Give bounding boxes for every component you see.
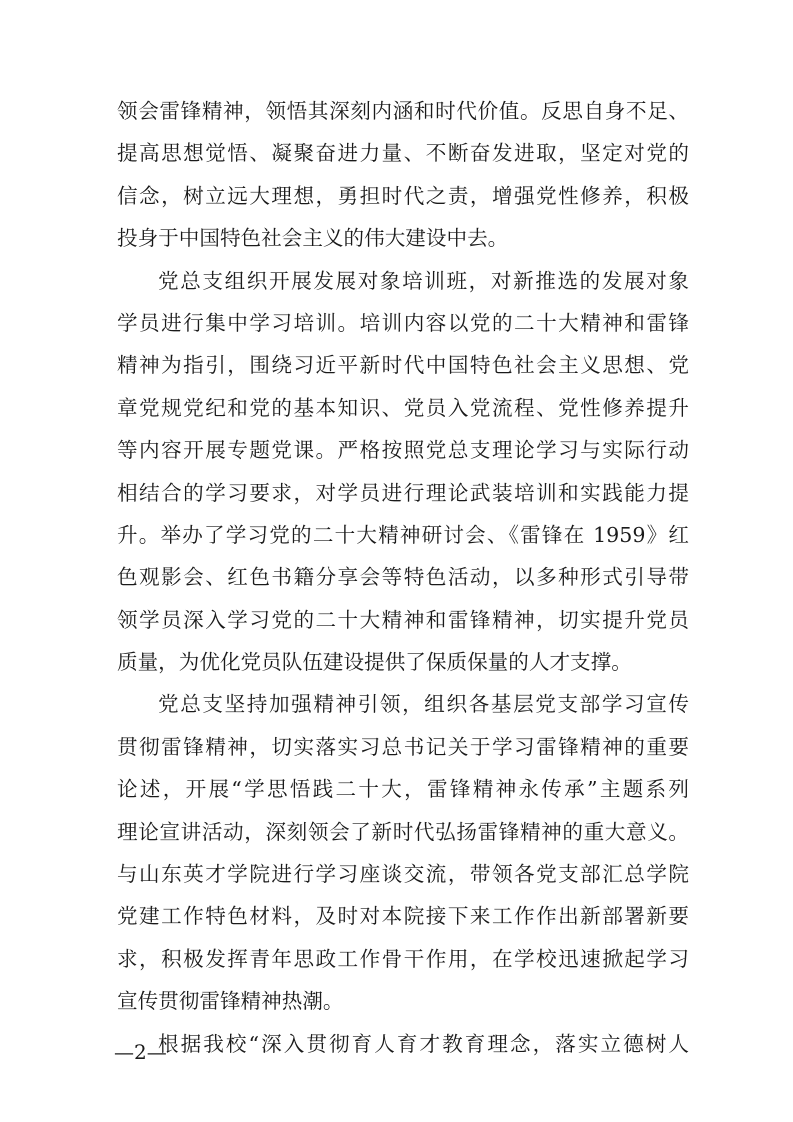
text-line: 与山东英才学院进行学习座谈交流，带领各党支部汇总学院 xyxy=(117,862,689,887)
text-line: 信念，树立远大理想，勇担时代之责，增强党性修养，积极 xyxy=(117,183,689,208)
text-line: 投身于中国特色社会主义的伟大建设中去。 xyxy=(117,226,509,251)
text-line: 贯彻雷锋精神，切实落实习总书记关于学习雷锋精神的重要 xyxy=(117,734,689,759)
page-number: —2— xyxy=(114,1040,167,1064)
text-line: 党建工作特色材料，及时对本院接下来工作作出新部署新要 xyxy=(117,904,689,929)
text-line: 章党规党纪和党的基本知识、党员入党流程、党性修养提升 xyxy=(117,395,689,420)
text-line: 学员进行集中学习培训。培训内容以党的二十大精神和雷锋 xyxy=(117,310,689,335)
text-line: 领会雷锋精神，领悟其深刻内涵和时代价值。反思自身不足、 xyxy=(117,99,689,123)
text-line: 宣传贯彻雷锋精神热潮。 xyxy=(117,989,344,1014)
text-line: 色观影会、红色书籍分享会等特色活动，以多种形式引导带 xyxy=(117,565,689,590)
text-line: 理论宣讲活动，深刻领会了新时代弘扬雷锋精神的重大意义。 xyxy=(117,819,689,844)
text-line: 党总支组织开展发展对象培训班，对新推选的发展对象 xyxy=(158,268,689,293)
paragraph-3 xyxy=(117,683,689,1022)
text-line: 党总支坚持加强精神引领，组织各基层党支部学习宣传 xyxy=(158,692,689,717)
text-line: 升。举办了学习党的二十大精神研讨会、《雷锋在 1959》红 xyxy=(117,522,689,547)
text-line: 领学员深入学习党的二十大精神和雷锋精神，切实提升党员 xyxy=(117,607,689,632)
text-line: 相结合的学习要求，对学员进行理论武装培训和实践能力提 xyxy=(117,480,689,505)
paragraph-2 xyxy=(117,260,689,684)
text-line: 等内容开展专题党课。严格按照党总支理论学习与实际行动 xyxy=(117,438,689,463)
text-line: 精神为指引，围绕习近平新时代中国特色社会主义思想、党 xyxy=(117,353,689,378)
text-line: 论述，开展“学思悟践二十大，雷锋精神永传承”主题系列 xyxy=(117,777,689,802)
paragraph-1 xyxy=(117,90,689,260)
text-line: 根据我校“深入贯彻育人育才教育理念，落实立德树人 xyxy=(158,1031,689,1056)
paragraph-4 xyxy=(117,1023,689,1065)
text-line: 质量，为优化党员队伍建设提供了保质保量的人才支撑。 xyxy=(117,650,632,675)
text-line: 求，积极发挥青年思政工作骨干作用，在学校迅速掀起学习 xyxy=(117,946,689,971)
body-text xyxy=(117,90,689,1065)
text-line: 提高思想觉悟、凝聚奋进力量、不断奋发进取，坚定对党的 xyxy=(117,141,689,166)
